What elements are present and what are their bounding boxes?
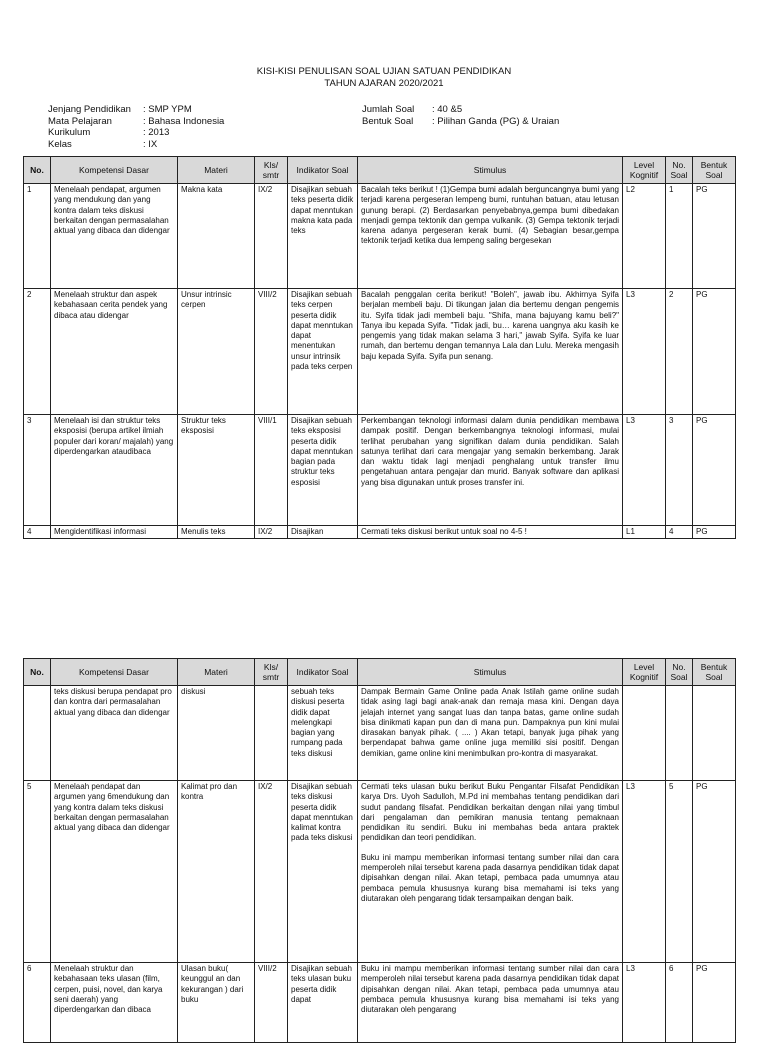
cell-kompetensi-dasar: Menelaah pendapat dan argumen yang 6mendukung dan yang kontra dalam teks diskusi berkaitan dengan permasalahan aktual yang dibaca dan didengar [51,781,178,963]
cell-bentuk-soal: PG [693,415,736,526]
meta-row [362,116,559,128]
cell-no-soal: 2 [666,289,693,415]
table-row [24,184,736,289]
table-header-row [24,157,736,184]
col-header-kelas: Kls/ smtr [255,157,288,184]
cell-stimulus [358,963,623,1043]
stimulus-paragraph: Dampak Bermain Game Online pada Anak Istilah game online sudah tidak asing lagi bagi anak-anak dan remaja masa kini. Dengan daya jelajah internet yang sangat luas dan tanpa batas, game online sudah bisa dinikmati kapan pun dan di mana pun. Dampaknya pun kini mulai dirasakan banyak pihak. ( .... ) Akan tetapi, banyak juga pihak yang berpendapat bahwa game online juga memiliki sisi positif. Dengan demikian, game online kini menimbulkan pro-kontra di masyarakat. [361,687,619,758]
cell-no: 3 [24,415,51,526]
kisi-table-page-1 [23,156,736,539]
col-header-kompetensi: Kompetensi Dasar [51,157,178,184]
cell-stimulus [358,415,623,526]
cell-no-soal: 5 [666,781,693,963]
cell-materi: Struktur teks eksposisi [178,415,255,526]
col-header-materi: Materi [178,157,255,184]
cell-no: 6 [24,963,51,1043]
cell-kompetensi-dasar: Menelaah pendapat, argumen yang mendukung dan yang kontra dalam teks diskusi berkaitan dengan permasalahan aktual yang dibaca dan didengar [51,184,178,289]
col-header-level: Level Kognitif [623,659,666,686]
meta-value: : 40 &5 [432,104,463,115]
cell-materi: Kalimat pro dan kontra [178,781,255,963]
meta-label: Kurikulum [48,127,91,138]
cell-bentuk-soal: PG [693,289,736,415]
meta-value: : Pilihan Ganda (PG) & Uraian [432,115,560,127]
cell-no-soal [666,686,693,781]
meta-left [48,104,224,150]
document-subtitle: TAHUN AJARAN 2020/2021 [324,78,444,89]
meta-row [48,116,224,128]
stimulus-paragraph: Perkembangan teknologi informasi dalam dunia pendidikan membawa dampak positif. Dengan berkembangnya teknologi informasi, mulai terlihat perubahan yang signifikan dalam dunia pendidikan. Salah satunya terlihat dari cara mengajar yang semakin berkembang. Jarak dan waktu tidak lagi menjadi penghalang untuk transfer ilmu pengetahuan antara pengajar dan murid. Banyak software dan aplikasi yang bisa digunakan untuk proses transfer ini. [361,416,619,487]
meta-value: : Bahasa Indonesia [143,115,225,127]
meta-label: Mata Pelajaran [48,115,112,127]
cell-bentuk-soal: PG [693,526,736,539]
cell-kelas-semester: IX/2 [255,184,288,289]
col-header-nosoal: No. Soal [666,157,693,184]
cell-kompetensi-dasar: Menelaah struktur dan kebahasaan teks ulasan (film, cerpen, puisi, novel, dan karya seni daerah) yang diperdengarkan dan dibaca [51,963,178,1043]
stimulus-paragraph: Bacalah teks berikut ! (1)Gempa bumi adalah berguncangnya bumi yang terjadi karena pergeseran lempeng bumi, runtuhan batuan, atau letusan gunung berapi. (2) Berdasarkan penyebabnya,gempa bumi dibedakan menjadi gempa tektonik dan gempa vulkanik. (3) Gempa tektonik terjadi karena adanya pergeseran kerak bumi. (4) Sebagian besar,gempa tektonik terjadi ketika dua lempeng saling bergesekan [361,185,619,246]
cell-indikator-soal: Disajikan [288,526,358,539]
meta-value: : 2013 [143,127,170,138]
col-header-indikator: Indikator Soal [288,157,358,184]
table-row [24,686,736,781]
cell-kelas-semester: VIII/1 [255,415,288,526]
meta-value: : IX [143,138,158,150]
cell-level-kognitif: L1 [623,526,666,539]
col-header-bentuk: Bentuk Soal [693,157,736,184]
cell-materi: Menulis teks [178,526,255,539]
document-title: KISI-KISI PENULISAN SOAL UJIAN SATUAN PENDIDIKAN [256,66,512,77]
cell-stimulus [358,289,623,415]
table-header-row [24,659,736,686]
col-header-kompetensi: Kompetensi Dasar [51,659,178,686]
cell-bentuk-soal: PG [693,184,736,289]
col-header-kelas: Kls/ smtr [255,659,288,686]
cell-level-kognitif: L3 [623,963,666,1043]
cell-materi: Unsur intrinsic cerpen [178,289,255,415]
cell-bentuk-soal: PG [693,781,736,963]
stimulus-paragraph: Cermati teks diskusi berikut untuk soal no 4-5 ! [361,527,527,536]
cell-no-soal: 3 [666,415,693,526]
meta-row [48,127,224,139]
col-header-nosoal: No. Soal [666,659,693,686]
col-header-no: No. [24,157,51,184]
cell-no-soal: 1 [666,184,693,289]
kisi-table-page-2 [23,658,736,1043]
cell-kompetensi-dasar: Mengidentifikasi informasi [51,526,178,539]
table-row [24,963,736,1043]
cell-bentuk-soal: PG [693,963,736,1043]
meta-label: Jenjang Pendidikan [48,104,131,115]
meta-label: Bentuk Soal [362,115,414,127]
meta-row [362,104,559,116]
cell-kelas-semester: IX/2 [255,526,288,539]
cell-level-kognitif: L3 [623,289,666,415]
cell-kelas-semester: IX/2 [255,781,288,963]
cell-stimulus [358,686,623,781]
cell-kelas-semester [255,686,288,781]
table-row [24,526,736,539]
table-row [24,781,736,963]
col-header-level: Level Kognitif [623,157,666,184]
cell-no: 4 [24,526,51,539]
cell-kompetensi-dasar: teks diskusi berupa pendapat pro dan kontra dari permasalahan aktual yang dibaca dan didengar [51,686,178,781]
cell-indikator-soal: Disajikan sebuah teks diskusi peserta didik dapat menntukan kalimat kontra pada teks diskusi [288,781,358,963]
cell-level-kognitif: L3 [623,415,666,526]
col-header-stimulus: Stimulus [358,157,623,184]
stimulus-paragraph: Buku ini mampu memberikan informasi tentang sumber nilai dan cara memperoleh nilai tersebut karena pada dasarnya pendidikan tidak dapat dipisahkan dengan nilai. Akan tetapi, pembaca pada umumnya atau pembaca pemula khususnya kurang bisa memahami isi teks yang diutarakan oleh pengarang tidak tersampaikan dengan baik. [361,852,619,903]
meta-row [48,139,224,151]
meta-value: : SMP YPM [143,104,192,115]
table-row [24,415,736,526]
cell-no: 1 [24,184,51,289]
meta-label: Jumlah Soal [362,104,415,115]
cell-no: 2 [24,289,51,415]
cell-indikator-soal: Disajikan sebuah teks ulasan buku peserta didik dapat [288,963,358,1043]
col-header-indikator: Indikator Soal [288,659,358,686]
cell-stimulus [358,526,623,539]
cell-kelas-semester: VIII/2 [255,963,288,1043]
cell-level-kognitif: L3 [623,781,666,963]
cell-materi: Makna kata [178,184,255,289]
cell-kompetensi-dasar: Menelaah struktur dan aspek kebahasaan cerita pendek yang dibaca atau didengar [51,289,178,415]
cell-kelas-semester: VIII/2 [255,289,288,415]
stimulus-paragraph: Buku ini mampu memberikan informasi tentang sumber nilai dan cara memperoleh nilai tersebut karena pada dasarnya pendidikan tidak dapat dipisahkan dengan nilai. Akan tetapi, pembaca pada umumnya atau pembaca pemula khususnya kurang bisa memahami isi teks yang diutarakan oleh pengarang [361,964,619,1015]
col-header-materi: Materi [178,659,255,686]
stimulus-paragraph: Cermati teks ulasan buku berikut Buku Pengantar Filsafat Pendidikan karya Drs. Uyoh Sadulloh, M.Pd ini membahas tentang pendidikan dari sudut pandang filsafat. Pendidikan berkaitan dengan nilai yang timbul dari pengalaman dan pemikiran manusia tentang pemaknaan pendidikan itu sendiri. Buku ini membahas beda antara praktek pendidikan dan teori pendidikan. [361,782,619,843]
cell-kompetensi-dasar: Menelaah isi dan struktur teks eksposisi (berupa artikel ilmiah populer dari koran/ majalah) yang diperdengarkan ataudibaca [51,415,178,526]
cell-stimulus [358,781,623,963]
cell-stimulus [358,184,623,289]
table-row [24,289,736,415]
col-header-stimulus: Stimulus [358,659,623,686]
col-header-no: No. [24,659,51,686]
stimulus-paragraph: Bacalah penggalan cerita berikut! "Boleh", jawab ibu. Akhirnya Syifa berjalan membeli baju. Di tikungan jalan dia bertemu dengan pengemis itu. Syifa tidak jadi membeli baju. "Shifa, mana bajuyang kamu beli?" Tanya ibu kepada Syifa. "Tidak jadi, bu… karena uangnya aku kasih ke pengemis yang tidak makan selama 3 hari," jawab Syifa. Syifa ke luar rumah, dan bertemu dengan temannya Lala dan Lulu. Mereka mengasih baju kepada Syifa. Syifa pun senang. [361,290,619,361]
cell-no [24,686,51,781]
col-header-bentuk: Bentuk Soal [693,659,736,686]
cell-no: 5 [24,781,51,963]
cell-indikator-soal: Disajikan sebuah teks eksposisi peserta didik dapat menntukan bagian pada struktur teks esposisi [288,415,358,526]
cell-no-soal: 4 [666,526,693,539]
cell-indikator-soal: Disajikan sebuah teks peserta didik dapat menntukan makna kata pada teks [288,184,358,289]
meta-right [362,104,559,127]
cell-level-kognitif [623,686,666,781]
cell-bentuk-soal [693,686,736,781]
cell-materi: diskusi [178,686,255,781]
cell-indikator-soal: sebuah teks diskusi peserta didik dapat melengkapi bagian yang rumpang pada teks diskusi [288,686,358,781]
cell-materi: Ulasan buku( keunggul an dan kekurangan ) dari buku [178,963,255,1043]
cell-indikator-soal: Disajikan sebuah teks cerpen peserta didik dapat menntukan dapat menentukan unsur intrinsik pada teks cerpen [288,289,358,415]
meta-row [48,104,224,116]
meta-label: Kelas [48,138,72,150]
cell-level-kognitif: L2 [623,184,666,289]
cell-no-soal: 6 [666,963,693,1043]
